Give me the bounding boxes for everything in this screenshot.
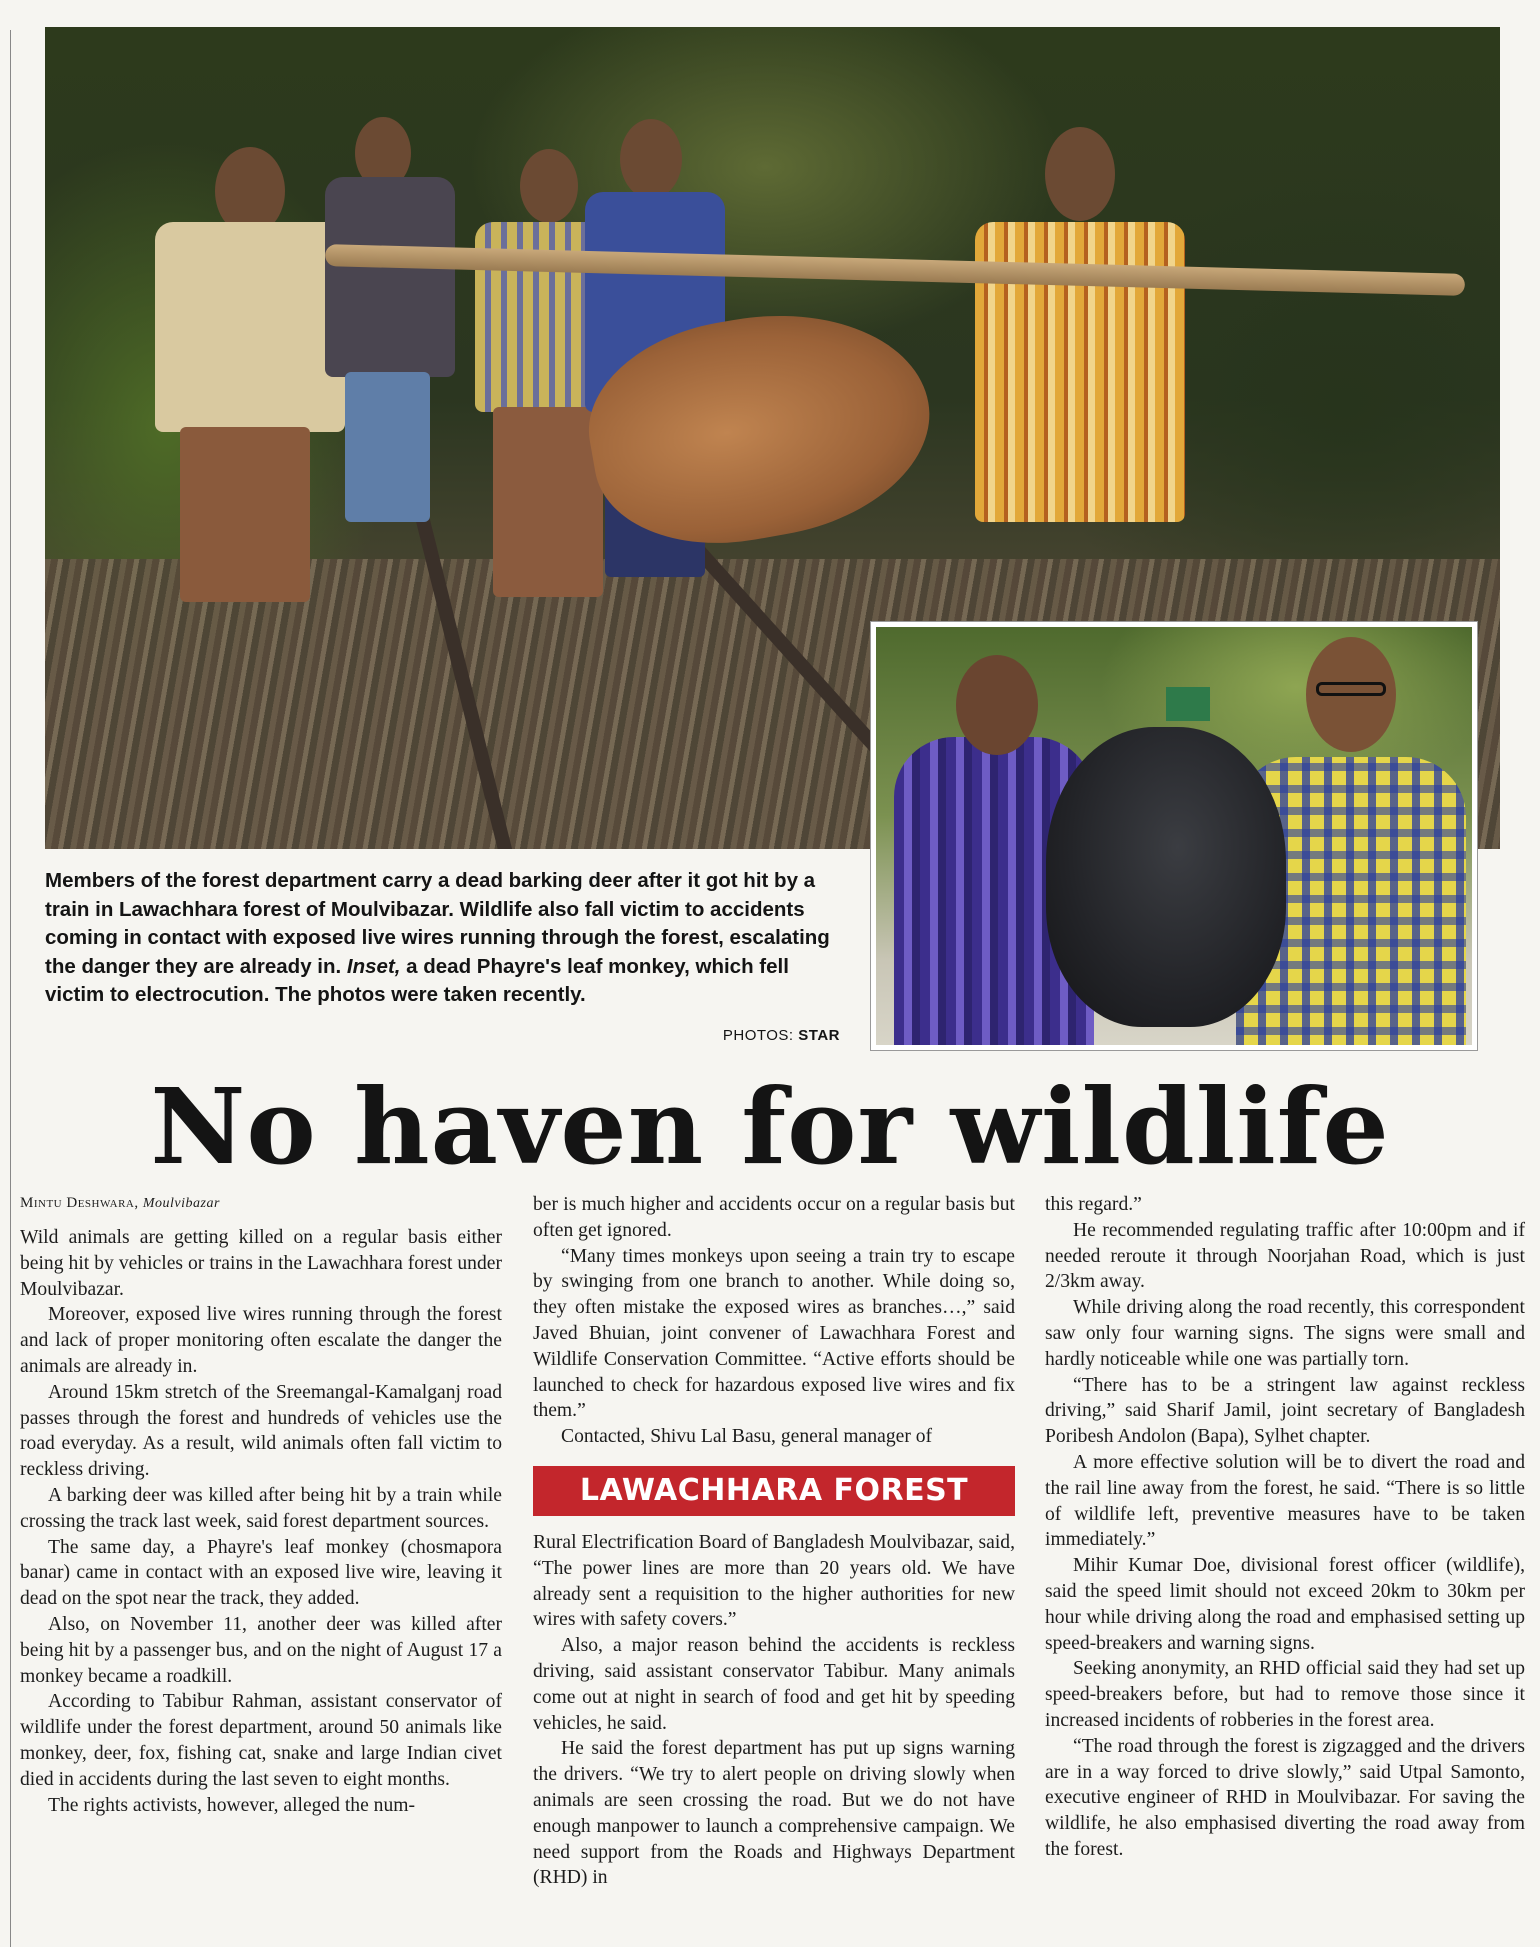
- article-column-2: [533, 1192, 1015, 1891]
- byline: [20, 1192, 502, 1215]
- photo-caption: [45, 867, 845, 1010]
- eyeglasses: [1316, 682, 1386, 696]
- paragraph: A more effective solution will be to divert the road and the rail line away from the forest, he said. “There is so little of wildlife left, preventive measures have to be taken immediately.”: [1045, 1451, 1525, 1551]
- paragraph: Also, on November 11, another deer was killed after being hit by a passenger bus, and on the night of August 17 a monkey became a roadkill.: [20, 1613, 502, 1687]
- paragraph: Around 15km stretch of the Sreemangal-Kamalganj road passes through the forest and hundreds of vehicles use the road everyday. As a result, wild animals often fall victim to reckless driving.: [20, 1381, 502, 1481]
- photo-credit-source: STAR: [798, 1027, 840, 1044]
- caption-inset-word: Inset,: [346, 954, 401, 978]
- inset-photo-leaf-monkey: [871, 622, 1477, 1050]
- paragraph: ber is much higher and accidents occur on a regular basis but often get ignored.: [533, 1194, 1015, 1241]
- paragraph: According to Tabibur Rahman, assistant conservator of wildlife under the forest department, around 50 animals like monkey, deer, fox, fishing cat, snake and large Indian civet died in accidents during the last seven to eight months.: [20, 1691, 502, 1790]
- paragraph: Contacted, Shivu Lal Basu, general manager of: [561, 1426, 933, 1448]
- man-purple-shirt-head: [956, 655, 1038, 755]
- paragraph: “The road through the forest is zigzagged and the drivers are in a way forced to drive slowly,” said Utpal Samonto, executive engineer of RHD in Moulvibazar. For saving the wildlife, he also emphasised diverting the road away from the forest.: [1045, 1735, 1525, 1860]
- article-headline: No haven for wildlife: [150, 1065, 1390, 1188]
- article-column-3: [1045, 1192, 1525, 1863]
- paragraph: The same day, a Phayre's leaf monkey (chosmapora banar) came in contact with an exposed live wire, leaving it dead on the spot near the track, they added.: [20, 1536, 502, 1610]
- page-margin-rule: [10, 30, 11, 1947]
- photo-credit: [640, 1027, 840, 1044]
- section-label-box: LAWACHHARA FOREST: [533, 1466, 1015, 1516]
- paragraph: “Many times monkeys upon seeing a train try to escape by swinging from one branch to another. While doing so, they often mistake the exposed wires as branches…,” said Javed Bhuian, joint convener of Lawachhara Forest and Wildlife Conservation Committee. “Active efforts should be launched to check for hazardous exposed live wires and fix them.”: [533, 1245, 1015, 1422]
- caption-tail: a dead Phayre's leaf monkey, which fell victim to electrocution. The photos were taken recently.: [45, 954, 789, 1006]
- paragraph: He recommended regulating traffic after 10:00pm and if needed reroute it through Noorjahan Road, which is just 2/3km away.: [1045, 1219, 1525, 1293]
- paragraph: this regard.”: [1045, 1194, 1142, 1215]
- paragraph: Also, a major reason behind the accidents is reckless driving, said assistant conservator Tabibur. Many animals come out at night in search of food and get hit by speeding vehicles, he said.: [533, 1635, 1015, 1734]
- photo-credit-label: PHOTOS:: [722, 1027, 799, 1044]
- paragraph: He said the forest department has put up signs warning the drivers. “We try to alert people on driving slowly when animals are seen crossing the road. But we do not have enough manpower to launch a comprehensive campaign. We need support from the Roads and Highways Department (RHD) in: [533, 1738, 1015, 1889]
- paragraph: Rural Electrification Board of Bangladesh Moulvibazar, said, “The power lines are more than 20 years old. We have already sent a requisition to the higher authorities for new wires with safety covers.”: [533, 1531, 1015, 1631]
- dead-phayres-leaf-monkey: [1046, 727, 1286, 1027]
- paragraph: While driving along the road recently, this correspondent saw only four warning signs. The signs were small and hardly noticeable while one was partially torn.: [1045, 1297, 1525, 1370]
- caption-lead: Members of the forest department carry a dead barking deer after it got hit by a train in Lawachhara forest of Moulvibazar. Wildlife also fall victim to accidents coming in contact with exposed live wires running through the forest, escalating the danger they are already in.: [45, 869, 830, 978]
- forest-sign: [1166, 687, 1210, 721]
- paragraph: Mihir Kumar Doe, divisional forest officer (wildlife), said the speed limit should not exceed 20km to 30km per hour while driving along the road and emphasised setting up speed-breakers and warning signs.: [1045, 1555, 1525, 1654]
- paragraph: The rights activists, however, alleged the num-: [48, 1794, 416, 1816]
- byline-author: Mintu Deshwara,: [20, 1195, 139, 1211]
- paragraph: Seeking anonymity, an RHD official said they had set up speed-breakers before, but had to remove those since it increased incidents of robberies in the forest area.: [1045, 1658, 1525, 1731]
- article-column-1: [20, 1192, 502, 1818]
- paragraph: Moreover, exposed live wires running through the forest and lack of proper monitoring often escalate the danger the animals are already in.: [20, 1304, 502, 1377]
- paragraph: A barking deer was killed after being hit by a train while crossing the track last week, said forest department sources.: [20, 1484, 502, 1532]
- byline-place: Moulvibazar: [142, 1196, 220, 1211]
- paragraph: “There has to be a stringent law against reckless driving,” said Sharif Jamil, joint secretary of Bangladesh Poribesh Andolon (Bapa), Sylhet chapter.: [1045, 1374, 1525, 1448]
- paragraph: Wild animals are getting killed on a regular basis either being hit by vehicles or trains in the Lawachhara forest under Moulvibazar.: [20, 1227, 502, 1300]
